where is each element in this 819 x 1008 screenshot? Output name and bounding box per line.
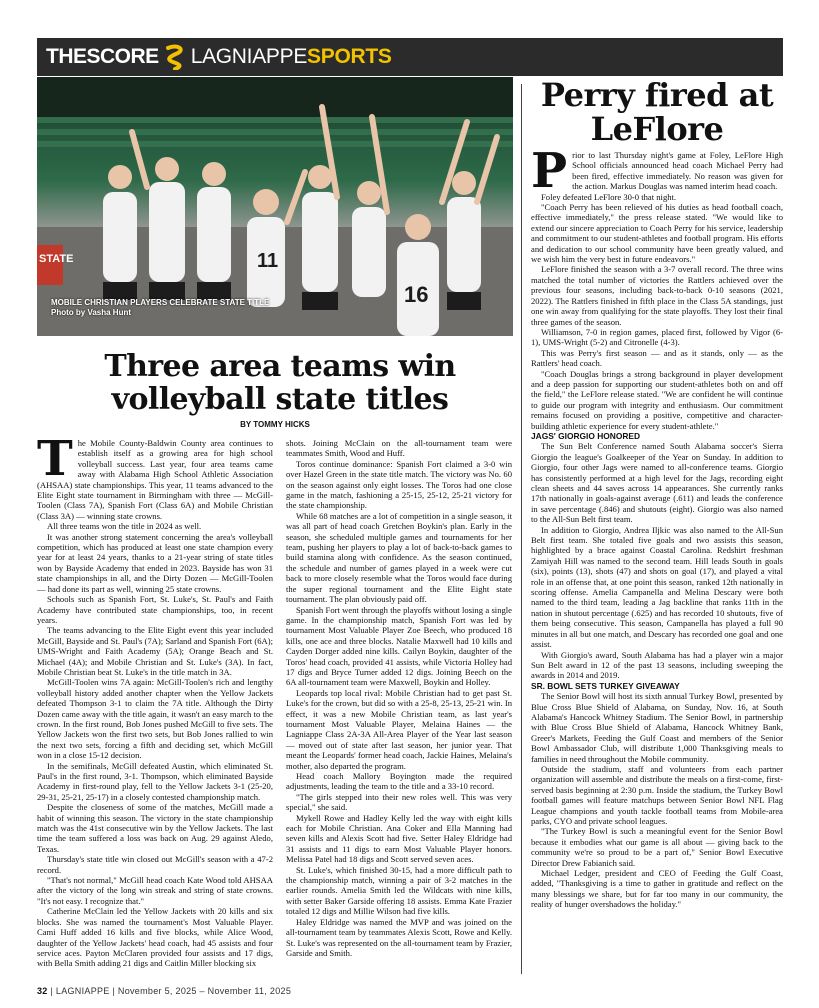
byline: BY TOMMY HICKS	[240, 420, 310, 429]
turkey-bowl-subhead: SR. BOWL SETS TURKEY GIVEAWAY	[531, 680, 680, 691]
article-paragraph: "That's not normal," McGill head coach Kate Wood told AHSAA after the victory of the long win streak and string of state crowns. "It's not easy. I recognize that."	[37, 875, 273, 906]
photo-caption	[51, 298, 269, 318]
article-paragraph: Spanish Fort went through the playoffs without losing a single game. In the championship match, Spanish Fort was led by tournament Most Valuable Player Zoe Beech, who produced 18 kills, one ace and three blocks. Natalie Maxwell had 10 kills and Cayden Dorger added nine kills. Cailyn Boykin, daughter of the Toros' head coach, provided 41 assists, while Victoria Holley had 17 digs and Bryce Turner added 12 digs. Joining Beech on the 6A all-tournament team were Maxwell, Boykin and Holley.	[286, 604, 512, 688]
article-paragraph: While 68 matches are a lot of competition in a single season, it was all part of head coach Gretchen Boykin's plan. Early in the season, she scheduled multiple games and tournaments for her team, pushing her players to play a lot of back-to-back games to build stamina along with confidence. As the season continued, the schedule and number of games played in a week were cut back to more closely resemble what the Toros would face during the super regional tournament and the Elite Eight state tournament. The plan obviously paid off.	[286, 510, 512, 605]
article-paragraph: Foley defeated LeFlore 30-0 that night.	[541, 191, 677, 202]
article-paragraph: Thursday's state title win closed out McGill's season with a 47-2 record.	[37, 854, 273, 875]
article-paragraph: "The Turkey Bowl is such a meaningful event for the Senior Bowl because it embodies what our game is all about — giving back to the community we're so proud to be a part of," Senior Bowl Executive Director Drew Fabianich said.	[531, 826, 783, 868]
article-paragraph: St. Luke's, which finished 30-15, had a more difficult path to the championship match, winning a pair of 3-2 matches in the earlier rounds. Amelia Smith led the Wildcats with nine kills, with setter Baker Garside offering 18 assists. Emma Kate Frazier totaled 12 digs and Millie Wilson had five kills.	[286, 864, 512, 917]
photo-banner-text: STATE	[39, 253, 74, 265]
red-banner	[37, 245, 63, 285]
article-paragraph: The Senior Bowl will host its sixth annual Turkey Bowl, presented by Blue Cross Blue Shield of Alabama, on Sunday, Nov. 16, at South Alabama's Hancock Whitney Stadium. The Senior Bowl, in partnership with Blue Cross Blue Shield of Alabama, Hancock Whitney Bank, Greer's Markets, Feeding the Gulf Coast and members of the Senior Bowl Ambassador Club, will distribute 1,000 Thanksgiving meals to families in need throughout the Mobile community.	[531, 691, 783, 764]
photo-caption-title: MOBILE CHRISTIAN PLAYERS CELEBRATE STATE TITLE	[51, 298, 270, 307]
article-paragraph: Schools such as Spanish Fort, St. Luke's, St. Paul's and Faith Academy have contributed state championships, too, in recent years.	[37, 594, 273, 625]
jersey-number-11: 11	[257, 250, 279, 272]
header-sports: SPORTS	[307, 45, 392, 68]
footer-separator: |	[50, 986, 54, 996]
article-paragraph: With Giorgio's award, South Alabama has had a player win a major Sun Belt award in 12 of the past 13 seasons, including sweeping the awards in 2014 and 2019.	[531, 649, 783, 681]
volleyball-headline: Three area teams win volleyball state titles	[104, 349, 456, 417]
dropcap: P	[531, 150, 568, 199]
lagniappe-swirl-logo-icon	[163, 44, 187, 70]
article-paragraph: Michael Ledger, president and CEO of Feeding the Gulf Coast, added, "Thanksgiving is a time to gather in gratitude and reflect on the many blessings we share, but for far too many in our community, the reality of hunger overshadows the holiday."	[531, 868, 783, 910]
article-paragraph: "Coach Douglas brings a strong background in player development and a deep passion for supporting our student-athletes both on and off the field," the LeFlore release stated. "We are confident he will continue to guide our program with integrity and enthusiasm. Our commitment remains focused on providing a positive, competitive and character-building athletic experience for every student-athlete."	[531, 368, 783, 431]
giorgio-subhead: JAGS' GIORGIO HONORED	[531, 430, 641, 441]
article-paragraph: The teams advancing to the Elite Eight event this year included McGill, Bayside and St. Paul's (7A); Sarland and Spanish Fort (6A); UMS-Wright and Faith Academy (5A); Orange Beach and St. Michael (4A); and Mobile Christian and St. Luke's (3A). In fact, Mobile Christian beat St. Luke's in the title match in 3A.	[37, 625, 273, 677]
footer-publication: LAGNIAPPE	[55, 986, 110, 996]
article-paragraph: LeFlore finished the season with a 3-7 overall record. The three wins matched the total number of victories the Rattlers achieved over the previous four seasons, including back-to-back 0-10 seasons (2021, 2022). The Rattlers finished in fifth place in the Class 5A standings, just one win away from qualifying for the state playoffs. They lost their final three games of the season.	[531, 264, 783, 327]
article-paragraph: The Mobile County-Baldwin County area continues to establish itself as a growing area for high school volleyball success. Last year, four area teams came away with Alabama High School Athletic Association (AHSAA) state championships. This year, 11 teams advanced to the Elite Eight state tournament in Birmingham with three — McGill-Toolen (Class 7A), Spanish Fort (Class 6A) and Mobile Christian (Class 3A) — winning state crowns.	[37, 438, 273, 521]
article-paragraph: Prior to last Thursday night's game at Foley, LeFlore High School officials announced head coach Michael Perry had been fired, effective immediately. No reason was given for the action. Markus Douglas was named interim head coach.	[531, 150, 783, 199]
article-paragraph: In the semifinals, McGill defeated Austin, which eliminated St. Paul's in the first round, 3-1. Thompson, which eliminated Bayside Academy in first-round play, fell to the Yellow Jackets 3-1 (25-20, 29-31, 25-21, 25-17) in a closely contested championship match.	[37, 760, 273, 802]
article-paragraph: This was Perry's first season — and as it stands, only — as the Rattlers' head coach.	[531, 347, 783, 369]
article-paragraph: shots. Joining McClain on the all-tournament team were teammates Smith, Wood and Huff.	[286, 438, 512, 459]
page-footer	[37, 986, 291, 996]
article-paragraph: Leopards top local rival: Mobile Christian had to get past St. Luke's for the crown, but did so with a 25-8, 25-13, 25-21 win. In effect, it was a new Mobile Christian team, as last year's tournament Most Valuable Player, Melaina Haines — the Lagniappe Class 2A-3A All-Area Player of the Year last season — moved out of state after last season, her junior year. That meant the Leopards' former head coach, Jackie Haines, Melaina's mother, also departed the program.	[286, 687, 512, 771]
jersey-number-16: 16	[404, 282, 429, 307]
article-paragraph: All three teams won the title in 2024 as well.	[47, 521, 202, 532]
dropcap: T	[37, 438, 73, 487]
article-paragraph: The Sun Belt Conference named South Alabama soccer's Sierra Giorgio the league's Goalkeeper of the Year on Sunday. In addition to Giorgio, four other Jags were named to all-conference teams. Giorgio has consistently performed at a high level for the Jags, recording eight clean sheets and 44 saves across 14 appearances. She currently ranks 17th nationally in goals-against average (.611) and leads the conference in save percentage (.846) and shutouts (eight). Giorgio was also named to the All-Sun Belt first team.	[531, 441, 783, 525]
article-paragraph: Toros continue dominance: Spanish Fort claimed a 3-0 win over Hazel Green in the state title match. The victory was No. 60 on the season against only eight losses. The Toros had one close game in the match, fashioning a 25-15, 25-12, 25-21 victory for the state championship.	[286, 458, 512, 511]
section-header	[37, 38, 783, 76]
article-paragraph: "The girls stepped into their new roles well. This was very special," she said.	[286, 791, 512, 813]
right-column	[531, 150, 783, 988]
perry-headline: Perry fired at LeFlore	[540, 76, 774, 148]
page-number: 32	[37, 986, 48, 996]
article-paragraph: Head coach Mallory Boyington made the required adjustments, leading the team to the title and a 33-10 record.	[286, 771, 512, 792]
article-paragraph: Haley Eldridge was named the MVP and was joined on the all-tournament team by teammates Alexis Scott, Rowe and Kelly. St. Luke's was represented on the all-tournament team by Frazier, Garside and Smith.	[286, 916, 512, 958]
header-the-score: THESCORE	[46, 45, 159, 68]
article-paragraph: It was another strong statement concerning the area's volleyball competition, which has produced at least one state champion every year for at least 24 years, thanks to a 21-year string of state titles won by Bayside Academy that ended in 2023. Bayside has won 31 state championships in all, and the Dirty Dozen — McGill-Toolen — had done its part as well, winning 25 state crowns.	[37, 531, 273, 594]
footer-separator: |	[112, 986, 116, 996]
article-paragraph: Catherine McClain led the Yellow Jackets with 20 kills and six blocks. She was named the tournament's Most Valuable Player. Cami Huff added 16 kills and five blocks, while Alice Wood, daughter of the Yellow Jackets' head coach, had 45 assists and four service aces. Payton McClaren provided four assists and 17 digs, with Bella Smith adding 21 digs and Caitlin Miller blocking six	[37, 906, 273, 969]
volleyball-column-2	[286, 438, 512, 984]
article-paragraph: McGill-Toolen wins 7A again: McGill-Toolen's rich and lengthy volleyball history added another chapter when the Yellow Jackets defeated Thompson 3-1 to claim the 7A title. Although the Dirty Dozen came away with the title again, it wasn't an easy march to the crown. In the first round, Bob Jones pushed McGill to five sets. The Yellow Jackets won the first two sets, but Bob Jones rallied to win the next two sets, forcing a fifth and deciding set, which McGill won in a close 15-12 decision.	[37, 677, 273, 761]
article-paragraph: Williamson, 7-0 in region games, placed first, followed by Vigor (6-1), UMS-Wright (5-2) and Citronelle (4-3).	[531, 326, 783, 348]
article-paragraph: Despite the closeness of some of the matches, McGill made a habit of winning this season. The victory in the state championship match was the 41st consecutive win by the Yellow Jackets. The last time the team suffered a loss was back on Aug. 29 against Aledo, Texas.	[37, 802, 273, 854]
article-paragraph: Outside the stadium, staff and volunteers from each partner organization will assemble and distribute the meals on a first-come, first-served basis beginning at 2:30 p.m. Inside the stadium, the Turkey Bowl football games will feature matchups between Senior Bowl NFL Flag League champions and youth tackle football teams from Mobile-area parks, CYO and private school leagues.	[531, 763, 783, 826]
header-lagniappe: LAGNIAPPE	[190, 45, 308, 68]
photo-credit: Photo by Vasha Hunt	[51, 308, 132, 317]
footer-dates: November 5, 2025 – November 11, 2025	[117, 986, 292, 996]
column-divider	[521, 84, 522, 974]
article-paragraph: "Coach Perry has been relieved of his duties as head football coach, effective immediately," the press release stated. "We would like to extend our sincere appreciation to Coach Perry for his service, leadership and commitment to our student-athletes and football program. His efforts and dedication to our school community have been greatly valued, and we wish him the very best in future endeavors."	[531, 202, 783, 265]
volleyball-column-1	[37, 438, 273, 984]
article-paragraph: In addition to Giorgio, Andrea Iljkic was also named to the All-Sun Belt first team. She totaled five goals and two assists this season, highlighted by a brace against Coastal Carolina. Redshirt freshman Zamiyah Hill was named to the second team. Hill leads South in goals (six), points (13), shots (47) and shots on goal (17), and played a vital role in an offense that, at one point this season, ranked 12th nationally in scoring offense. Amelia Campanella and Melina Descary were both named to the third team, leading a Jag backline that ranks 11th in the nation in shutout percentage (.625) and has recorded 10 shutouts, five of them being consecutive. This season, Campanella has played a full 90 minutes in all but one match, and Descary has recorded one goal and one assist.	[531, 524, 783, 650]
article-paragraph: Mykell Rowe and Hadley Kelly led the way with eight kills each for Mobile Christian. Ana Coker and Ella Manning had seven kills and Alexis Scott had five. Setter Haley Eldridge had 31 assists and 11 digs to earn Most Valuable Player honors. Melissa Patel had 18 digs and Scott served seven aces.	[286, 812, 512, 865]
volleyball-celebration-photo	[37, 77, 513, 336]
